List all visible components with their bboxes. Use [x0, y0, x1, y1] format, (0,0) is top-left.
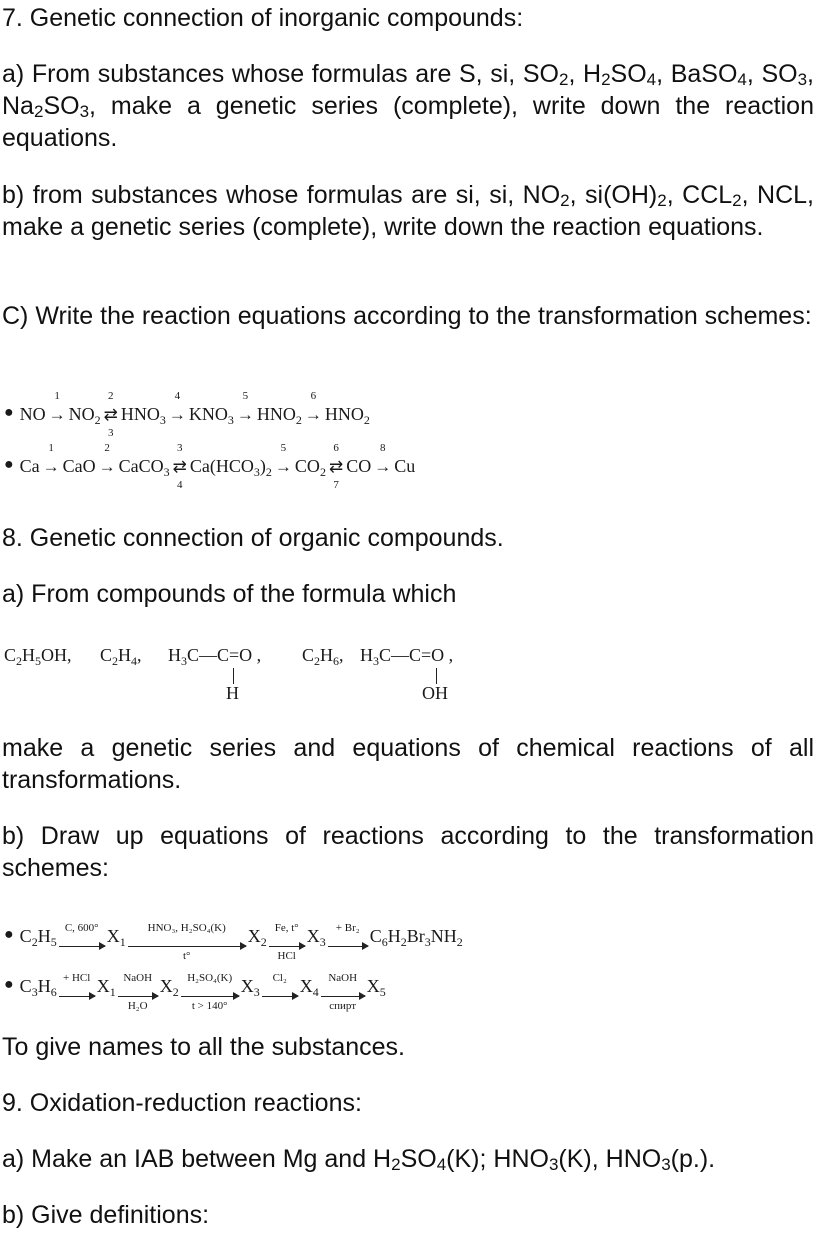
- scheme-2-substance-7: Cu: [394, 456, 416, 476]
- chain-1-arrow-3: Fe, t° HCl: [269, 934, 305, 947]
- chain-2-x5: $X_5$: [366, 976, 386, 999]
- chain-2-x4: $X_4$: [299, 976, 319, 999]
- scheme-2-substance-6: CO: [346, 456, 372, 476]
- scheme-1-substance-1: NO: [19, 404, 46, 424]
- organic-compounds-formulas: [0, 633, 560, 703]
- chain-1-arrow-4: + Br₂: [328, 934, 368, 947]
- section-7c-text: C) Write the reaction equations according to the transformation schemes:: [2, 302, 812, 330]
- transformation-scheme-1: [0, 390, 560, 439]
- chain-2-arrow-4: Cl₂: [262, 984, 298, 997]
- scheme-2-arrow-3: 3 ⇄ 4: [172, 442, 187, 491]
- scheme-2-arrow-1: 1 →: [42, 442, 60, 476]
- scheme-1-arrow-2: 2 ⇄ 3: [103, 390, 118, 439]
- section-9b-text: b) Give definitions:: [2, 1201, 210, 1229]
- chain-2-x1: $X_1$: [96, 976, 116, 999]
- chain-1-x2: $X_2$: [247, 926, 267, 949]
- scheme-2-arrow-4: 5 →: [274, 442, 292, 476]
- chain-2-x3: $X_3$: [240, 976, 260, 999]
- compound-acetic-acid: $H_3C—C=O$ ,: [360, 645, 454, 668]
- scheme-2-arrow-5: 6 ⇄ 7: [328, 442, 344, 491]
- scheme-2-row: [4, 442, 416, 491]
- organic-chain-1: [0, 915, 560, 962]
- scheme-1-substance-3: $HNO_3$: [120, 404, 166, 427]
- chain-2-arrow-3: H₂SO₄(K) t > 140°: [181, 984, 239, 997]
- section-8-names-text: To give names to all the substances.: [2, 1033, 406, 1061]
- scheme-2-arrow-6: 8 →: [374, 442, 392, 476]
- compound-ethane: $C_2H_6$,: [302, 645, 344, 668]
- scheme-2-substance-1: Ca: [19, 456, 40, 476]
- organic-chain-2: [0, 965, 560, 1012]
- section-8-title: 8. Genetic connection of organic compounds.: [2, 524, 504, 552]
- scheme-1-substance-6: $HNO_2$: [324, 404, 370, 427]
- chain-2-row: [4, 967, 386, 1012]
- chain-2-arrow-1: + HCl: [59, 984, 95, 997]
- section-7-title: 7. Genetic connection of inorganic compounds:: [2, 4, 524, 32]
- chain-2-x2: $X_2$: [159, 976, 179, 999]
- bond-line: [233, 668, 234, 684]
- section-8a-text: a) From compounds of the formula which: [2, 580, 457, 608]
- scheme-1-arrow-3: 4 →: [168, 390, 186, 424]
- section-9-title: 9. Oxidation-reduction reactions:: [2, 1089, 362, 1117]
- transformation-scheme-2: [0, 442, 560, 492]
- chain-1-row: [4, 917, 463, 962]
- bullet-icon: ●: [4, 456, 14, 473]
- scheme-2-substance-3: CaCO$_3$: [118, 456, 170, 479]
- scheme-2-substance-2: CaO: [62, 456, 96, 476]
- scheme-2-substance-4: $Ca(HCO_3)_2$: [189, 456, 272, 479]
- scheme-1-substance-4: $KNO_3$: [188, 404, 234, 427]
- chain-2-start: $C_3H_6$: [19, 976, 57, 999]
- bullet-icon: ●: [4, 404, 14, 421]
- section-7b-text: b) from substances whose formulas are si, si, $NO_2$, $si(OH)_2$, $CCL_2$, NCL, make a genetic series (complete), write down the reaction equations.: [2, 181, 814, 241]
- bullet-icon: ●: [4, 926, 14, 943]
- scheme-1-arrow-5: 6 →: [304, 390, 322, 424]
- section-8b-text: b) Draw up equations of reactions according to the transformation schemes:: [2, 822, 814, 882]
- bond-line: [436, 668, 437, 684]
- scheme-2-arrow-2: 2 →: [98, 442, 116, 476]
- compound-ethanol: $C_2H_5OH$,: [4, 645, 72, 668]
- chain-2-arrow-5: NaOH спирт: [321, 984, 365, 997]
- compound-ethanal: $H_3C—C=O$ ,: [168, 645, 262, 668]
- section-8-make-text: make a genetic series and equations of chemical reactions of all transformations.: [2, 734, 814, 794]
- section-7a-text: a) From substances whose formulas are S, si, $SO_2$, $H_2SO_4$, BaSO$_4$, $SO_3$, $Na_2SO_3$, make a genetic series (complete), write down the reaction equations.: [2, 60, 814, 152]
- scheme-1-arrow-4: 5 →: [236, 390, 254, 424]
- scheme-1-substance-5: $HNO_2$: [256, 404, 302, 427]
- chain-2-arrow-2: NaOH H₂O: [118, 984, 158, 997]
- scheme-2-substance-5: $CO_2$: [294, 456, 326, 479]
- chain-1-arrow-1: C, 600°: [59, 934, 105, 947]
- scheme-1-arrow-1: 1 →: [48, 390, 66, 424]
- section-9a-text: a) Make an IAB between Mg and $H_2SO_4(K)$; $HNO_3(K)$, $HNO_3(p.)$.: [2, 1145, 716, 1174]
- chain-1-x3: $X_3$: [306, 926, 326, 949]
- bullet-icon: ●: [4, 976, 14, 993]
- scheme-1-row: [4, 390, 370, 439]
- chain-1-start: $C_2H_5$: [19, 926, 57, 949]
- chain-1-x1: $X_1$: [106, 926, 126, 949]
- chain-1-end: $C_6H_2Br_3NH_2$: [369, 926, 463, 949]
- atom-h: H: [226, 683, 239, 703]
- scheme-1-substance-2: $NO_2$: [68, 404, 101, 427]
- chain-1-arrow-2: HNO₃, H₂SO₄(K) t°: [128, 934, 246, 947]
- compound-ethene: $C_2H_4$,: [100, 645, 142, 668]
- group-oh: OH: [422, 683, 448, 703]
